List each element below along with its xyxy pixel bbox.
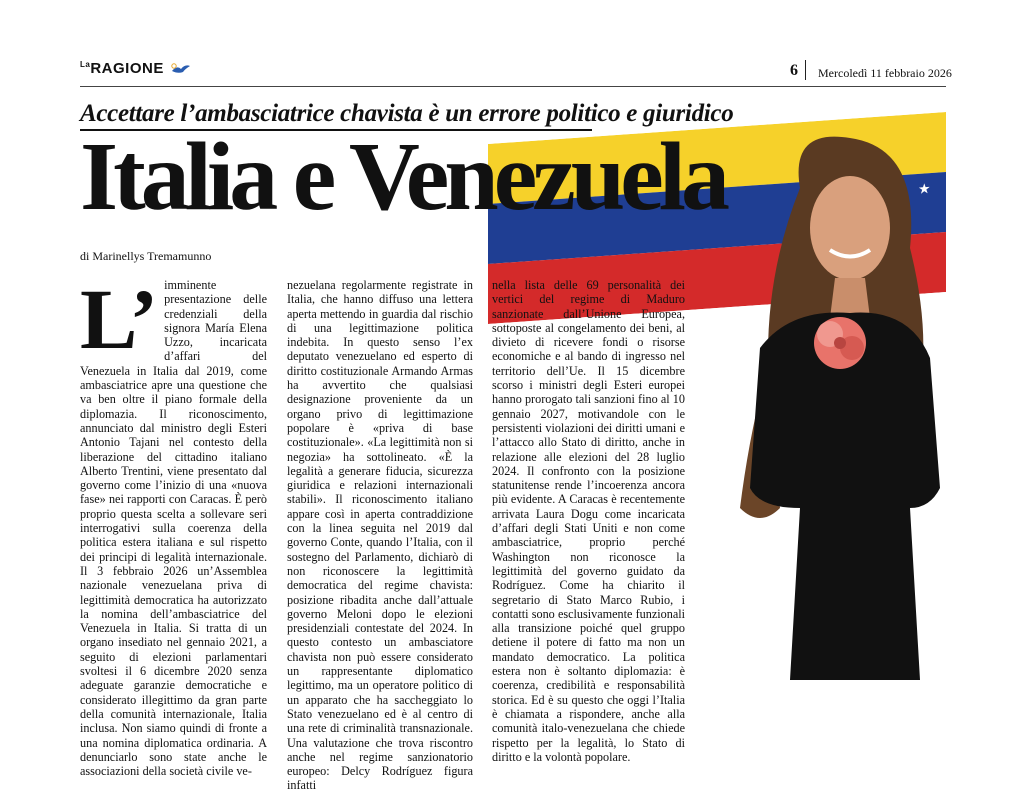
article-column-1	[80, 271, 267, 779]
issue-date: Mercoledì 11 febbraio 2026	[818, 66, 952, 80]
column-2-text: nezuelana regolarmente registrate in Italia, che hanno diffuso una lettera aperta mettendo in guardia dal rischio di una legittimazione politica indebita. In questo senso l’ex deputato venezuelano ed esperto di diritto costituzionale Armando Armas ha avvertito che qualsiasi designazione proveniente da un organo privo di legittimazione popolare è «priva di base costituzionale». «La legittimità non si negozia» ha sottolineato. «È la legalità a generare fiducia, sicurezza giuridica e relazioni internazionali stabili». Il riconoscimento italiano appare così in aperta contraddizione con la linea seguita nel 2019 dal governo Conte, quando l’Italia, con il sostegno del Parlamento, dichiarò di non riconoscere la legittimità democratica del regime chavista: posizione ribadita anche dall’attuale governo Meloni dopo le elezioni presidenziali contestate del 2024. In questo contesto un ambasciatore chavista non può essere considerato un rappresentante diplomatico legittimo, ma un operatore politico di un apparato che ha saccheggiato lo Stato venezuelano ed è al centro di una rete di criminalità transnazionale. Una valutazione che trova riscontro anche nel regime sanzionatorio europeo: Delcy Rodríguez figura infatti	[287, 278, 473, 793]
page-number: 6	[790, 62, 798, 79]
article-byline: di Marinellys Tremamunno	[80, 249, 212, 263]
drop-cap: L’	[80, 271, 159, 367]
newspaper-logo	[80, 60, 191, 77]
logo-text: RAGIONE	[90, 60, 164, 77]
portrait-photo	[730, 128, 948, 680]
dove-icon	[171, 63, 191, 75]
article-headline: Italia e Venezuela	[80, 123, 725, 231]
article-subheadline: Accettare l’ambasciatrice chavista è un errore politico e giuridico	[80, 100, 734, 127]
header-rule	[80, 86, 946, 87]
article-column-2	[287, 278, 473, 793]
flower-brooch-icon	[814, 317, 866, 369]
header-divider	[805, 60, 806, 80]
column-1-text: imminente presentazione delle credenziali della signora María Elena Uzzo, incaricata d’affari del Venezuela in Italia dal 2019, come ambasciatrice apre una questione che va ben oltre il piano formale della diplomazia. Il riconoscimento, annunciato dal ministro degli Esteri Antonio Tajani nel contesto della liberazione del cittadino italiano Alberto Trentini, viene presentato dal governo come l’inizio di una «nuova fase» nei rapporti con Caracas. È però proprio questa scelta a sollevare seri interrogativi sulla coerenza della politica estera italiana e sul rispetto dei principi di legalità internazionale. Il 3 febbraio 2026 un’Assemblea nazionale venezuelana priva di legittimità democratica ha autorizzato la nomina dell’ambasciatrice del Venezuela in Italia. Si tratta di un organo insediato nel gennaio 2021, a seguito di elezioni parlamentari svoltesi il 6 dicembre 2020 senza adeguate garanzie democratiche e considerato illegittimo da gran parte della comunità internazionale, Italia inclusa. Non siamo quindi di fronte a una nomina diplomatica ordinaria. A denunciarlo sono state anche le associazioni della società civile ve-	[80, 278, 267, 779]
logo-prefix: La	[80, 60, 91, 69]
article-column-3	[492, 278, 685, 764]
column-3-text: nella lista delle 69 personalità dei vertici del regime di Maduro sanzionate dall’Unione Europea, sottoposte al congelamento dei beni, al divieto di ricevere fondi o risorse economiche e al bando di ingresso nel territorio dell’Ue. Il 15 dicembre scorso i ministri degli Esteri europei hanno prorogato tali sanzioni fino al 10 gennaio 2027, motivandole con le persistenti violazioni dei diritti umani e l’attacco allo Stato di diritto, anche in relazione alle elezioni del 28 luglio 2024. Il confronto con la posizione statunitense rende l’incoerenza ancora più evidente. A Caracas è recentemente arrivata Laura Dogu come incaricata d’affari degli Stati Uniti e non come ambasciatrice, proprio perché Washington non riconosce la legittimità del governo guidato da Rodríguez. Come ha chiarito il segretario di Stato Marco Rubio, i contatti sono esclusivamente funzionali alla transizione poiché quel gruppo detiene il potere di fatto ma non un mandato democratico. La politica estera non è soltanto diplomazia: è coerenza, credibilità e responsabilità storica. Ed è su questo che oggi l’Italia è chiamata a rispondere, anche alla comunità italo-venezuelana che chiede rispetto per la legalità, lo Stato di diritto e la volontà popolare.	[492, 278, 685, 764]
svg-text:★: ★	[918, 182, 931, 198]
